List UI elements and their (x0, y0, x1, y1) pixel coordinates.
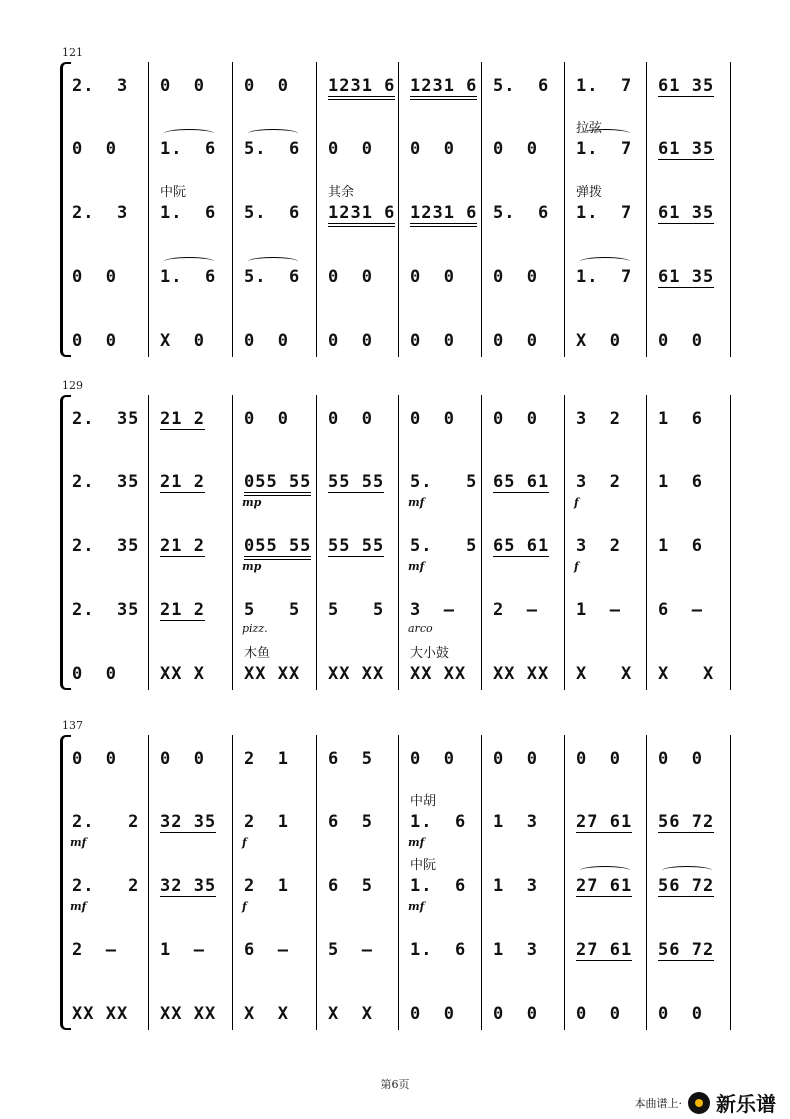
notation-text: 3 – (410, 600, 455, 620)
measure (493, 327, 560, 357)
notation-text: 0 0 (493, 749, 538, 769)
instrument-part (60, 135, 730, 165)
measure (244, 327, 312, 357)
record-disc-icon (688, 1092, 710, 1114)
measure (658, 135, 726, 165)
notation-text: 65 61 (493, 536, 550, 556)
measure (493, 936, 560, 966)
measure (410, 745, 477, 775)
notation-text: 5. 5 (410, 536, 478, 556)
notation-text: 6 – (658, 600, 703, 620)
notation-text: 1 3 (493, 812, 538, 832)
slur-mark (164, 129, 214, 138)
measure (658, 72, 726, 102)
notation-text: 0 0 (160, 76, 205, 96)
measure (72, 808, 144, 838)
instrument-part (60, 199, 730, 229)
notation-text: X 0 (576, 331, 621, 351)
measure (493, 1000, 560, 1030)
measure (410, 327, 477, 357)
notation-text: 0 0 (658, 749, 703, 769)
footer-text: 本曲谱上· (634, 1096, 682, 1110)
notation-text: 0 0 (410, 331, 455, 351)
notation-text: 2. 2 (72, 812, 140, 832)
measure (72, 872, 144, 902)
notation-text: XX XX (72, 1004, 129, 1024)
measure (658, 468, 726, 498)
measure (72, 660, 144, 690)
measure (328, 660, 394, 690)
notation-text: 6 5 (328, 749, 373, 769)
notation-text: 2. 2 (72, 876, 140, 896)
measure (160, 135, 228, 165)
notation-text: 1. 6 (160, 203, 217, 223)
dynamic-marking: mf (70, 836, 87, 849)
measure (72, 72, 144, 102)
instrument-part (60, 532, 730, 562)
instrument-part (60, 327, 730, 357)
notation-text: 0 0 (244, 331, 289, 351)
measure (493, 745, 560, 775)
notation-text: 2 – (493, 600, 538, 620)
measure (160, 745, 228, 775)
slur-mark (580, 129, 630, 138)
measure (410, 405, 477, 435)
measure (72, 327, 144, 357)
notation-text: 5. 6 (244, 139, 301, 159)
measure (328, 1000, 394, 1030)
measure (160, 405, 228, 435)
measure (410, 199, 477, 229)
instrument-part (60, 660, 730, 690)
measure (328, 135, 394, 165)
notation-text: 2 1 (244, 812, 289, 832)
measure (328, 936, 394, 966)
measure (72, 745, 144, 775)
measure (244, 405, 312, 435)
instrument-part (60, 72, 730, 102)
notation-text: 0 0 (410, 267, 455, 287)
notation-text: 5. 6 (493, 203, 550, 223)
measure (410, 468, 477, 498)
score-system (60, 735, 730, 1030)
instrument-part (60, 468, 730, 498)
slur-mark (580, 866, 630, 875)
notation-text: 32 35 (160, 876, 217, 896)
notation-text: 5 5 (244, 600, 301, 620)
notation-text: 2. 3 (72, 203, 129, 223)
measure (493, 808, 560, 838)
notation-text: 5. 5 (410, 472, 478, 492)
instrument-annotation: 弹拨 (576, 185, 603, 200)
notation-text: 0 0 (410, 139, 455, 159)
measure (72, 532, 144, 562)
notation-text: 0 0 (72, 664, 117, 684)
measure (658, 263, 726, 293)
notation-text: 1231 6 (328, 76, 395, 100)
measure (244, 808, 312, 838)
notation-text: X 0 (160, 331, 205, 351)
notation-text: 27 61 (576, 812, 633, 832)
dynamic-marking: mf (70, 900, 87, 913)
measure (160, 327, 228, 357)
measure (658, 405, 726, 435)
measure (410, 808, 477, 838)
playing-technique: pizz. (242, 622, 268, 635)
score-system (60, 395, 730, 690)
measure (410, 936, 477, 966)
slur-mark (580, 257, 630, 266)
notation-text: 61 35 (658, 203, 715, 223)
measure (576, 468, 642, 498)
measure (160, 72, 228, 102)
notation-text: 6 5 (328, 876, 373, 896)
measure (410, 532, 477, 562)
notation-text: 1231 6 (328, 203, 395, 227)
notation-text: 21 2 (160, 472, 205, 492)
measure (160, 263, 228, 293)
measure (576, 660, 642, 690)
notation-text: 1 6 (658, 472, 703, 492)
measure (493, 468, 560, 498)
dynamic-marking: mf (408, 900, 425, 913)
notation-text: XX XX (244, 664, 301, 684)
notation-text: XX XX (328, 664, 385, 684)
notation-text: 2. 35 (72, 600, 140, 620)
instrument-annotation: 拉弦 (576, 121, 603, 136)
dynamic-marking: f (574, 496, 579, 509)
notation-text: 0 0 (72, 139, 117, 159)
notation-text: 1. 7 (576, 139, 633, 159)
notation-text: 1231 6 (410, 76, 477, 100)
notation-text: 0 0 (328, 267, 373, 287)
measure (72, 263, 144, 293)
measure (244, 135, 312, 165)
measure (410, 72, 477, 102)
measure (410, 135, 477, 165)
site-logo[interactable]: 新乐谱 (716, 1092, 776, 1116)
measure (72, 1000, 144, 1030)
measure (576, 72, 642, 102)
notation-text: 0 0 (658, 1004, 703, 1024)
measure (658, 1000, 726, 1030)
dynamic-marking: mp (242, 496, 262, 509)
notation-text: 2. 35 (72, 409, 140, 429)
measure (576, 263, 642, 293)
notation-text: 1 – (576, 600, 621, 620)
measure (160, 660, 228, 690)
measure (576, 596, 642, 626)
measure (658, 660, 726, 690)
measure-number: 137 (62, 719, 83, 732)
measure (244, 468, 312, 498)
measure (328, 199, 394, 229)
notation-text: 1. 7 (576, 203, 633, 223)
notation-text: 5 5 (328, 600, 385, 620)
notation-text: 0 0 (72, 749, 117, 769)
notation-text: 055 55 (244, 472, 311, 496)
notation-text: 1 3 (493, 876, 538, 896)
slur-mark (248, 257, 298, 266)
slur-mark (164, 257, 214, 266)
notation-text: 6 – (244, 940, 289, 960)
measure (328, 468, 394, 498)
notation-text: 61 35 (658, 76, 715, 96)
notation-text: X X (244, 1004, 289, 1024)
notation-text: 55 55 (328, 536, 385, 556)
measure (658, 327, 726, 357)
notation-text: 1 6 (658, 536, 703, 556)
notation-text: 56 72 (658, 876, 715, 896)
measure (658, 532, 726, 562)
measure (244, 872, 312, 902)
notation-text: 2 – (72, 940, 117, 960)
notation-text: 3 2 (576, 409, 621, 429)
notation-text: 21 2 (160, 409, 205, 429)
page-number: 第6页 (380, 1078, 410, 1091)
notation-text: 055 55 (244, 536, 311, 560)
measure (72, 596, 144, 626)
measure (244, 263, 312, 293)
measure (328, 327, 394, 357)
measure (328, 872, 394, 902)
measure (328, 808, 394, 838)
playing-technique: arco (408, 622, 433, 635)
notation-text: 0 0 (576, 749, 621, 769)
notation-text: 1 6 (658, 409, 703, 429)
notation-text: 0 0 (244, 409, 289, 429)
measure (576, 135, 642, 165)
instrument-part (60, 808, 730, 838)
measure (160, 808, 228, 838)
notation-text: 0 0 (576, 1004, 621, 1024)
measure (160, 199, 228, 229)
measure (493, 532, 560, 562)
notation-text: X X (328, 1004, 373, 1024)
measure (493, 872, 560, 902)
measure (493, 405, 560, 435)
notation-text: 0 0 (493, 331, 538, 351)
measure-number: 129 (62, 379, 83, 392)
site-footer[interactable] (635, 1088, 777, 1117)
measure (410, 872, 477, 902)
notation-text: 56 72 (658, 812, 715, 832)
measure (576, 936, 642, 966)
instrument-annotation: 中阮 (160, 185, 187, 200)
measure (244, 936, 312, 966)
measure (160, 532, 228, 562)
notation-text: XX XX (493, 664, 550, 684)
measure (72, 468, 144, 498)
measure (410, 263, 477, 293)
barline (730, 395, 731, 690)
measure (493, 660, 560, 690)
notation-text: 1. 7 (576, 267, 633, 287)
barline (730, 62, 731, 357)
measure (658, 936, 726, 966)
notation-text: 0 0 (328, 409, 373, 429)
measure (576, 199, 642, 229)
instrument-annotation: 中胡 (410, 794, 437, 809)
measure (576, 872, 642, 902)
instrument-annotation: 中阮 (410, 858, 437, 873)
measure (244, 660, 312, 690)
notation-text: 5 – (328, 940, 373, 960)
measure (576, 327, 642, 357)
measure (244, 745, 312, 775)
notation-text: 1. 6 (410, 876, 467, 896)
measure-number: 121 (62, 46, 83, 59)
notation-text: 0 0 (410, 409, 455, 429)
notation-text: 1 3 (493, 940, 538, 960)
notation-text: 55 55 (328, 472, 385, 492)
measure (328, 745, 394, 775)
notation-text: 61 35 (658, 139, 715, 159)
measure (72, 405, 144, 435)
notation-text: 27 61 (576, 940, 633, 960)
measure (576, 1000, 642, 1030)
notation-text: 2 1 (244, 749, 289, 769)
measure (72, 199, 144, 229)
measure (244, 532, 312, 562)
instrument-part (60, 263, 730, 293)
measure (658, 745, 726, 775)
notation-text: 1. 6 (160, 139, 217, 159)
slur-mark (248, 129, 298, 138)
measure (493, 72, 560, 102)
measure (493, 199, 560, 229)
notation-text: 0 0 (493, 409, 538, 429)
notation-text: 5. 6 (493, 76, 550, 96)
notation-text: 0 0 (410, 749, 455, 769)
notation-text: 1. 6 (160, 267, 217, 287)
notation-text: 65 61 (493, 472, 550, 492)
notation-text: X X (576, 664, 633, 684)
measure (658, 872, 726, 902)
dynamic-marking: mp (242, 560, 262, 573)
measure (576, 532, 642, 562)
notation-text: 2 1 (244, 876, 289, 896)
instrument-part (60, 1000, 730, 1030)
measure (328, 263, 394, 293)
measure (72, 936, 144, 966)
measure (410, 660, 477, 690)
measure (160, 1000, 228, 1030)
notation-text: 61 35 (658, 267, 715, 287)
measure (328, 532, 394, 562)
notation-text: 0 0 (328, 331, 373, 351)
dynamic-marking: f (242, 900, 247, 913)
notation-text: 56 72 (658, 940, 715, 960)
dynamic-marking: mf (408, 836, 425, 849)
notation-text: 0 0 (160, 749, 205, 769)
notation-text: 1231 6 (410, 203, 477, 227)
notation-text: 1. 7 (576, 76, 633, 96)
notation-text: XX X (160, 664, 205, 684)
instrument-annotation: 大小鼓 (410, 646, 450, 661)
measure (244, 72, 312, 102)
notation-text: XX XX (160, 1004, 217, 1024)
measure (576, 745, 642, 775)
measure (160, 872, 228, 902)
notation-text: 1. 6 (410, 812, 467, 832)
score-system (60, 62, 730, 357)
notation-text: 21 2 (160, 536, 205, 556)
instrument-part (60, 596, 730, 626)
notation-text: 2. 35 (72, 536, 140, 556)
measure (328, 596, 394, 626)
instrument-part (60, 405, 730, 435)
barline (730, 735, 731, 1030)
notation-text: 32 35 (160, 812, 217, 832)
measure (244, 199, 312, 229)
measure (160, 468, 228, 498)
notation-text: 6 5 (328, 812, 373, 832)
measure (328, 72, 394, 102)
measure (493, 263, 560, 293)
measure (160, 596, 228, 626)
notation-text: 2. 35 (72, 472, 140, 492)
notation-text: 3 2 (576, 472, 621, 492)
dynamic-marking: f (242, 836, 247, 849)
measure (410, 1000, 477, 1030)
dynamic-marking: mf (408, 496, 425, 509)
instrument-annotation: 木鱼 (244, 646, 271, 661)
measure (576, 808, 642, 838)
notation-text: 0 0 (72, 267, 117, 287)
measure (328, 405, 394, 435)
notation-text: 21 2 (160, 600, 205, 620)
notation-text: 2. 3 (72, 76, 129, 96)
notation-text: 0 0 (72, 331, 117, 351)
notation-text: XX XX (410, 664, 467, 684)
measure (576, 405, 642, 435)
measure (493, 135, 560, 165)
notation-text: 0 0 (493, 1004, 538, 1024)
notation-text: 1 – (160, 940, 205, 960)
slur-mark (662, 866, 712, 875)
notation-text: 0 0 (493, 139, 538, 159)
notation-text: 3 2 (576, 536, 621, 556)
notation-text: 5. 6 (244, 267, 301, 287)
notation-text: 0 0 (244, 76, 289, 96)
dynamic-marking: f (574, 560, 579, 573)
instrument-part (60, 872, 730, 902)
measure (160, 936, 228, 966)
measure (658, 596, 726, 626)
measure (72, 135, 144, 165)
instrument-part (60, 745, 730, 775)
notation-text: X X (658, 664, 715, 684)
notation-text: 0 0 (328, 139, 373, 159)
notation-text: 5. 6 (244, 203, 301, 223)
notation-text: 0 0 (658, 331, 703, 351)
notation-text: 1. 6 (410, 940, 467, 960)
measure (658, 199, 726, 229)
notation-text: 27 61 (576, 876, 633, 896)
measure (244, 1000, 312, 1030)
notation-text: 0 0 (493, 267, 538, 287)
instrument-part (60, 936, 730, 966)
measure (493, 596, 560, 626)
notation-text: 0 0 (410, 1004, 455, 1024)
instrument-annotation: 其余 (328, 185, 355, 200)
measure (658, 808, 726, 838)
dynamic-marking: mf (408, 560, 425, 573)
